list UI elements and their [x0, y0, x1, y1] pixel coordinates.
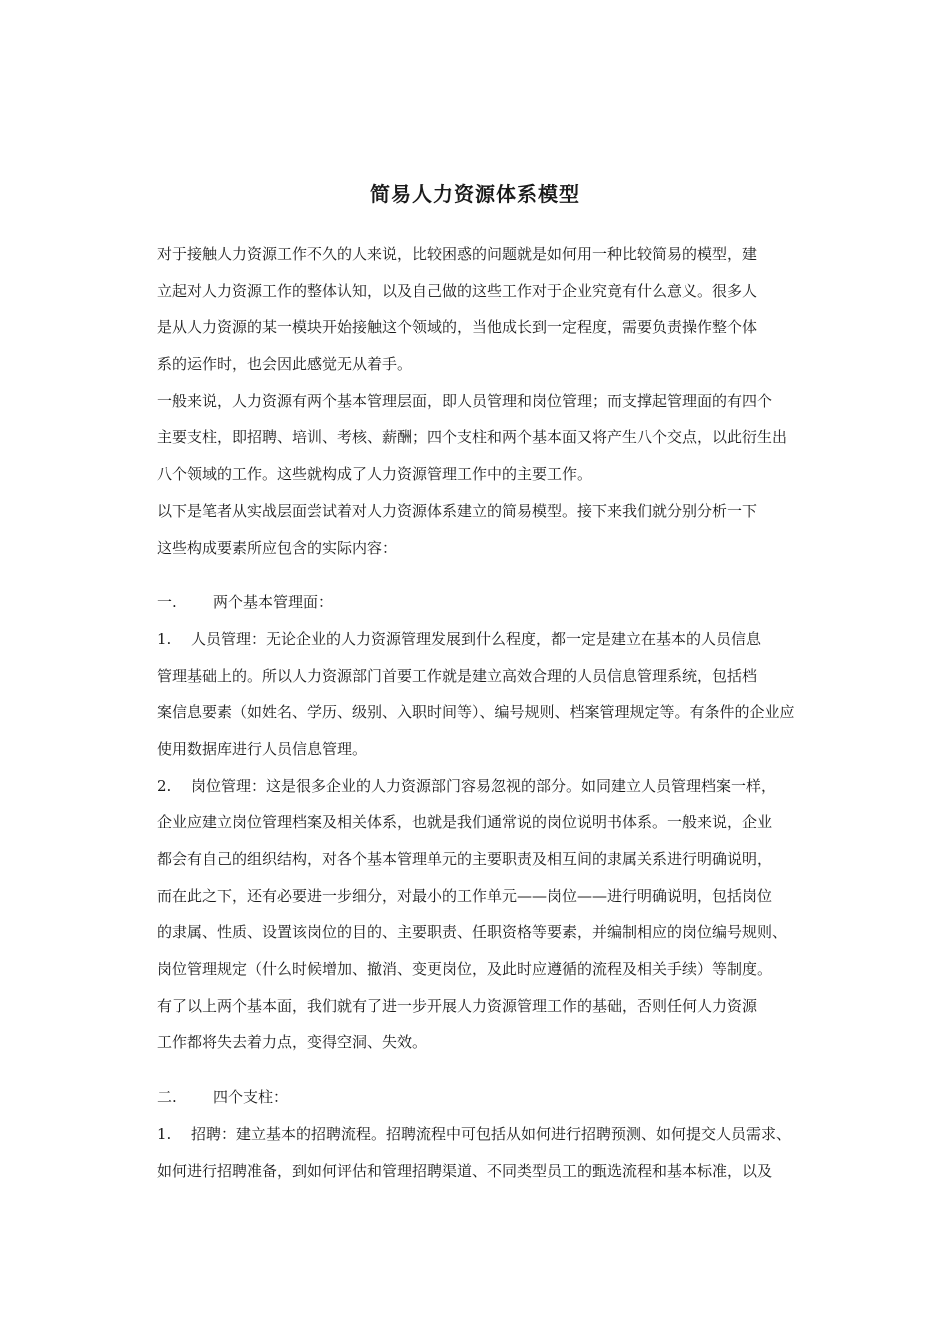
- text-line: 以下是笔者从实战层面尝试着对人力资源体系建立的简易模型。接下来我们就分别分析一下: [157, 501, 758, 520]
- text-line: 管理基础上的。所以人力资源部门首要工作就是建立高效合理的人员信息管理系统，包括档: [157, 666, 758, 685]
- text-line: 如何进行招聘准备，到如何评估和管理招聘渠道、不同类型员工的甄选流程和基本标准，以及: [157, 1161, 773, 1180]
- document-body: [157, 236, 797, 1189]
- list-item-recruitment: [157, 1116, 797, 1189]
- text-line: 是从人力资源的某一模块开始接触这个领域的，当他成长到一定程度，需要负责操作整个体: [157, 318, 758, 337]
- section-summary: [157, 988, 797, 1061]
- text-line: 这些构成要素所应包含的实际内容：: [157, 538, 398, 557]
- text-line: 工作都将失去着力点，变得空洞、失效。: [157, 1033, 428, 1052]
- text-line: 立起对人力资源工作的整体认知，以及自己做的这些工作对于企业究竟有什么意义。很多人: [157, 281, 758, 300]
- text-line: 主要支柱，即招聘、培训、考核、薪酬；四个支柱和两个基本面又将产生八个交点，以此衍生出: [157, 428, 788, 447]
- section-number: 二.: [157, 1088, 177, 1107]
- list-item-first-line: [157, 1116, 797, 1153]
- list-item-first-line: [157, 768, 797, 805]
- list-item-people-management: [157, 621, 797, 768]
- text-line: 都会有自己的组织结构，对各个基本管理单元的主要职责及相互间的隶属关系进行明确说明，: [157, 850, 773, 868]
- section-title: 两个基本管理面：: [213, 593, 334, 612]
- text-line: 案信息要素（如姓名、学历、级别、入职时间等）、编号规则、档案管理规定等。有条件的企业应: [157, 703, 795, 722]
- text-line: 使用数据库进行人员信息管理。: [157, 739, 368, 758]
- list-number: 1.: [157, 629, 172, 648]
- text-line: 企业应建立岗位管理档案及相关体系，也就是我们通常说的岗位说明书体系。一般来说，企业: [157, 813, 773, 832]
- section-two: [157, 1079, 797, 1189]
- list-number: 1.: [157, 1124, 172, 1143]
- text-line: 对于接触人力资源工作不久的人来说，比较困惑的问题就是如何用一种比较简易的模型，建: [157, 245, 758, 263]
- section-title: 四个支柱：: [213, 1088, 289, 1107]
- document-title: 简易人力资源体系模型: [370, 182, 580, 206]
- list-text: 招聘：建立基本的招聘流程。招聘流程中可包括从如何进行招聘预测、如何提交人员需求、: [191, 1124, 792, 1143]
- spacer: [157, 566, 797, 584]
- text-line: 而在此之下，还有必要进一步细分，对最小的工作单元——岗位——进行明确说明，包括岗位: [157, 886, 773, 905]
- list-item-position-management: [157, 768, 797, 988]
- text-line: 八个领域的工作。这些就构成了人力资源管理工作中的主要工作。: [157, 465, 593, 484]
- section-heading: [157, 1079, 797, 1116]
- list-item-first-line: [157, 621, 797, 658]
- text-line: 一般来说，人力资源有两个基本管理层面，即人员管理和岗位管理；而支撑起管理面的有四个: [157, 391, 773, 410]
- purpose-paragraph: [157, 493, 797, 566]
- text-line: 岗位管理规定（什么时候增加、撤消、变更岗位，及此时应遵循的流程及相关手续）等制度。: [157, 960, 773, 979]
- section-number: 一.: [157, 593, 177, 612]
- text-line: 的隶属、性质、设置该岗位的目的、主要职责、任职资格等要素，并编制相应的岗位编号规则、: [157, 923, 788, 942]
- text-line: 有了以上两个基本面，我们就有了进一步开展人力资源管理工作的基础，否则任何人力资源: [157, 996, 758, 1015]
- list-text: 岗位管理：这是很多企业的人力资源部门容易忽视的部分。如同建立人员管理档案一样，: [191, 776, 777, 795]
- list-text: 人员管理：无论企业的人力资源管理发展到什么程度，都一定是建立在基本的人员信息: [191, 629, 762, 648]
- overview-paragraph: [157, 383, 797, 493]
- intro-paragraph: [157, 236, 797, 383]
- section-one: [157, 584, 797, 1061]
- spacer: [157, 1061, 797, 1079]
- list-number: 2.: [157, 776, 172, 795]
- section-heading: [157, 584, 797, 621]
- text-line: 系的运作时，也会因此感觉无从着手。: [157, 355, 413, 374]
